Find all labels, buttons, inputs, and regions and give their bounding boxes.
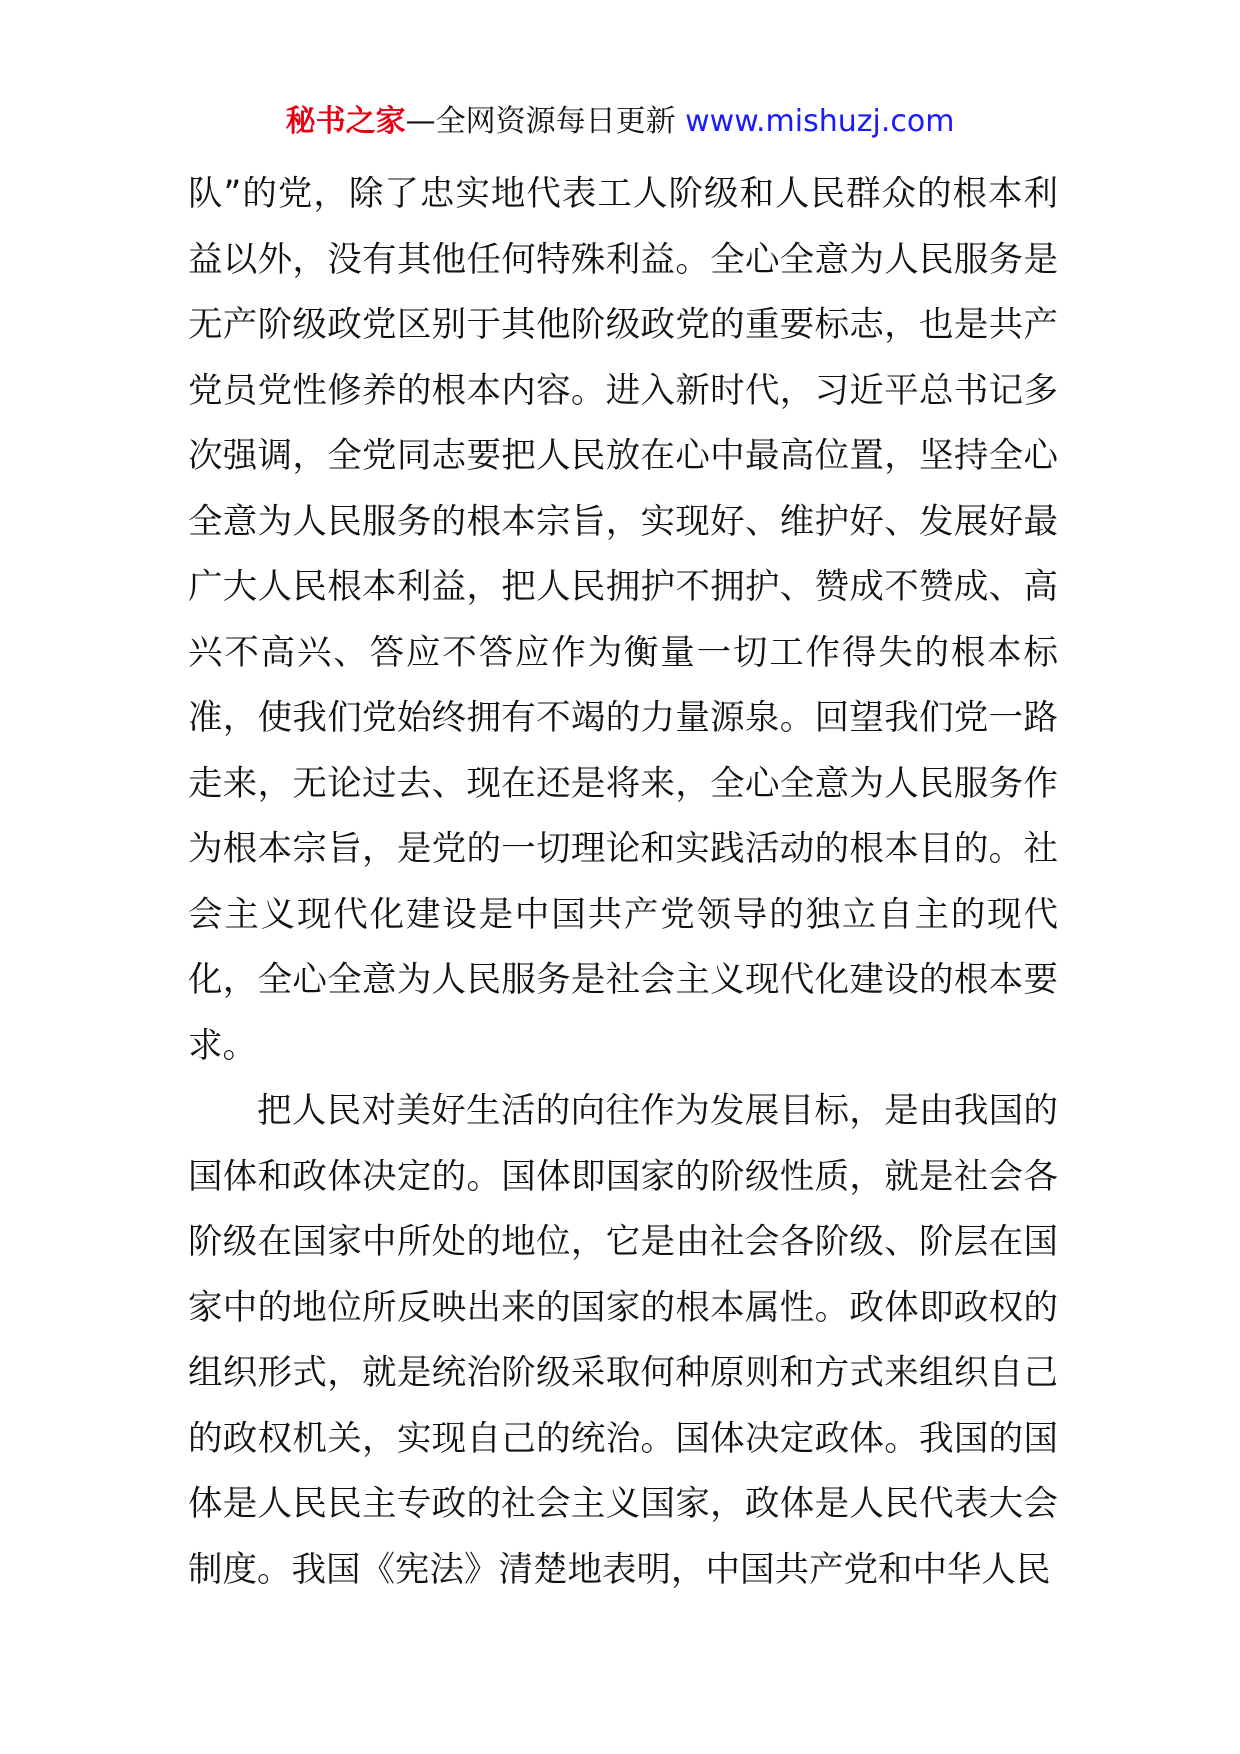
site-url-link[interactable]: www.mishuzj.com bbox=[685, 104, 955, 139]
site-tagline: —全网资源每日更新 bbox=[405, 104, 686, 139]
paragraph: 把人民对美好生活的向往作为发展目标，是由我国的国体和政体决定的。国体即国家的阶级性质，就是社会各阶级在国家中所处的地位，它是由社会各阶级、阶层在国家中的地位所反映出来的国家的根本属性。政体即政权的组织形式，就是统治阶级采取何种原则和方式来组织自己的政权机关，实现自己的统治。国体决定政体。我国的国体是人民民主专政的社会主义国家，政体是人民代表大会制度。我国《宪法》清楚地表明，中国共产党和中华人民 bbox=[188, 1091, 1058, 1590]
paragraph-continued: 队”的党，除了忠实地代表工人阶级和人民群众的根本利益以外，没有其他任何特殊利益。全心全意为人民服务是无产阶级政党区别于其他阶级政党的重要标志，也是共产党员党性修养的根本内容。进入新时代，习近平总书记多次强调，全党同志要把人民放在心中最高位置，坚持全心全意为人民服务的根本宗旨，实现好、维护好、发展好最广大人民根本利益，把人民拥护不拥护、赞成不赞成、高兴不高兴、答应不答应作为衡量一切工作得失的根本标准，使我们党始终拥有不竭的力量源泉。回望我们党一路走来，无论过去、现在还是将来，全心全意为人民服务作为根本宗旨，是党的一切理论和实践活动的根本目的。社会主义现代化建设是中国共产党领导的独立自主的现代化，全心全意为人民服务是社会主义现代化建设的根本要求。 bbox=[188, 174, 1058, 1066]
page-header bbox=[0, 102, 1240, 142]
site-brand: 秘书之家 bbox=[285, 104, 406, 139]
document-body bbox=[188, 162, 1058, 1603]
